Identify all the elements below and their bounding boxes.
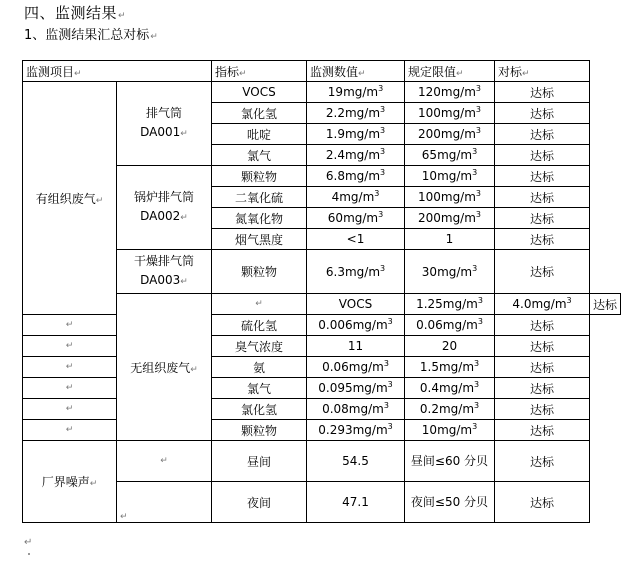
- compare: 达标: [495, 357, 590, 378]
- indicator: 吡啶: [212, 124, 307, 145]
- limit: 1: [405, 229, 495, 250]
- limit: 昼间≤60 分贝: [405, 441, 495, 482]
- value: $6.8mg/m^3$: [307, 166, 405, 187]
- category-unorganized: 无组织废气↵: [117, 294, 212, 441]
- indicator: VOCS: [307, 294, 405, 315]
- table-header-row: [23, 61, 621, 82]
- empty-cell: ↵: [212, 294, 307, 315]
- indicator: VOCS: [212, 82, 307, 103]
- indicator: 二氧化硫: [212, 187, 307, 208]
- indicator: 颗粒物: [212, 420, 307, 441]
- header-compare: 对标↵: [495, 61, 590, 82]
- compare: 达标: [495, 82, 590, 103]
- limit: $10mg/m^3$: [405, 166, 495, 187]
- value: $2.4mg/m^3$: [307, 145, 405, 166]
- value: $0.06mg/m^3$: [307, 357, 405, 378]
- value: $0.095mg/m^3$: [307, 378, 405, 399]
- empty-cell: ↵: [23, 336, 117, 357]
- table-row: [23, 399, 621, 420]
- compare: 达标: [590, 294, 621, 315]
- compare: 达标: [495, 145, 590, 166]
- limit: $30mg/m^3$: [405, 250, 495, 294]
- subsection-heading: 1、监测结果汇总对标↵: [24, 28, 158, 43]
- compare: 达标: [495, 399, 590, 420]
- compare: 达标: [495, 482, 590, 523]
- limit: $10mg/m^3$: [405, 420, 495, 441]
- compare: 达标: [495, 229, 590, 250]
- indicator: 氯气: [212, 145, 307, 166]
- table-row: [23, 357, 621, 378]
- cursor-dot: [28, 553, 30, 555]
- empty-cell: ↵: [23, 420, 117, 441]
- source-da001: 排气筒 DA001↵: [117, 82, 212, 166]
- empty-cell: ↵: [23, 315, 117, 336]
- limit: $4.0mg/m^3$: [495, 294, 590, 315]
- header-value: 监测数值↵: [307, 61, 405, 82]
- section-heading: 四、监测结果↵: [24, 4, 127, 22]
- value: $2.2mg/m^3$: [307, 103, 405, 124]
- limit: $0.4mg/m^3$: [405, 378, 495, 399]
- source-da003: 干燥排气筒 DA003↵: [117, 250, 212, 294]
- indicator: 夜间: [212, 482, 307, 523]
- limit: $0.06mg/m^3$: [405, 315, 495, 336]
- value: $0.08mg/m^3$: [307, 399, 405, 420]
- indicator: 昼间: [212, 441, 307, 482]
- limit: $0.2mg/m^3$: [405, 399, 495, 420]
- compare: 达标: [495, 166, 590, 187]
- compare: 达标: [495, 124, 590, 145]
- empty-cell: ↵: [23, 399, 117, 420]
- limit: 夜间≤50 分贝: [405, 482, 495, 523]
- compare: 达标: [495, 378, 590, 399]
- header-indicator: 指标↵: [212, 61, 307, 82]
- category-organized: 有组织废气↵: [23, 82, 117, 315]
- value: $0.006mg/m^3$: [307, 315, 405, 336]
- limit: $200mg/m^3$: [405, 124, 495, 145]
- compare: 达标: [495, 187, 590, 208]
- indicator: 氨: [212, 357, 307, 378]
- limit: $65mg/m^3$: [405, 145, 495, 166]
- compare: 达标: [495, 315, 590, 336]
- compare: 达标: [495, 420, 590, 441]
- value: $6.3mg/m^3$: [307, 250, 405, 294]
- value: <1: [307, 229, 405, 250]
- compare: 达标: [495, 208, 590, 229]
- header-limit: 规定限值↵: [405, 61, 495, 82]
- limit: $100mg/m^3$: [405, 103, 495, 124]
- table-row: [23, 82, 621, 103]
- value: 54.5: [307, 441, 405, 482]
- value: $1.25mg/m^3$: [405, 294, 495, 315]
- table-row: [23, 441, 621, 482]
- value: 47.1: [307, 482, 405, 523]
- limit: 20: [405, 336, 495, 357]
- category-noise: 厂界噪声↵: [23, 441, 117, 523]
- indicator: 氯化氢: [212, 399, 307, 420]
- value: $4mg/m^3$: [307, 187, 405, 208]
- value: $60mg/m^3$: [307, 208, 405, 229]
- limit: $120mg/m^3$: [405, 82, 495, 103]
- source-da002: 锅炉排气筒 DA002↵: [117, 166, 212, 250]
- indicator: 颗粒物: [212, 166, 307, 187]
- table-row: [23, 378, 621, 399]
- compare: 达标: [495, 103, 590, 124]
- empty-cell: ↵: [23, 378, 117, 399]
- indicator: 氯化氢: [212, 103, 307, 124]
- table-row: [23, 420, 621, 441]
- paragraph-mark-icon: ↵: [24, 537, 33, 548]
- value: $19mg/m^3$: [307, 82, 405, 103]
- indicator: 氮氧化物: [212, 208, 307, 229]
- indicator: 硫化氢: [212, 315, 307, 336]
- compare: 达标: [495, 336, 590, 357]
- header-item: 监测项目↵: [23, 61, 212, 82]
- compare: 达标: [495, 250, 590, 294]
- empty-cell: ↵: [117, 482, 212, 523]
- empty-cell: ↵: [23, 357, 117, 378]
- value: $1.9mg/m^3$: [307, 124, 405, 145]
- value: $0.293mg/m^3$: [307, 420, 405, 441]
- value: 11: [307, 336, 405, 357]
- indicator: 氯气: [212, 378, 307, 399]
- table-row: [23, 336, 621, 357]
- indicator: 臭气浓度: [212, 336, 307, 357]
- indicator: 烟气黑度: [212, 229, 307, 250]
- indicator: 颗粒物: [212, 250, 307, 294]
- empty-cell: ↵: [117, 441, 212, 482]
- limit: $100mg/m^3$: [405, 187, 495, 208]
- compare: 达标: [495, 441, 590, 482]
- limit: $1.5mg/m^3$: [405, 357, 495, 378]
- limit: $200mg/m^3$: [405, 208, 495, 229]
- table-row: [23, 315, 621, 336]
- monitoring-results-table: [22, 60, 621, 523]
